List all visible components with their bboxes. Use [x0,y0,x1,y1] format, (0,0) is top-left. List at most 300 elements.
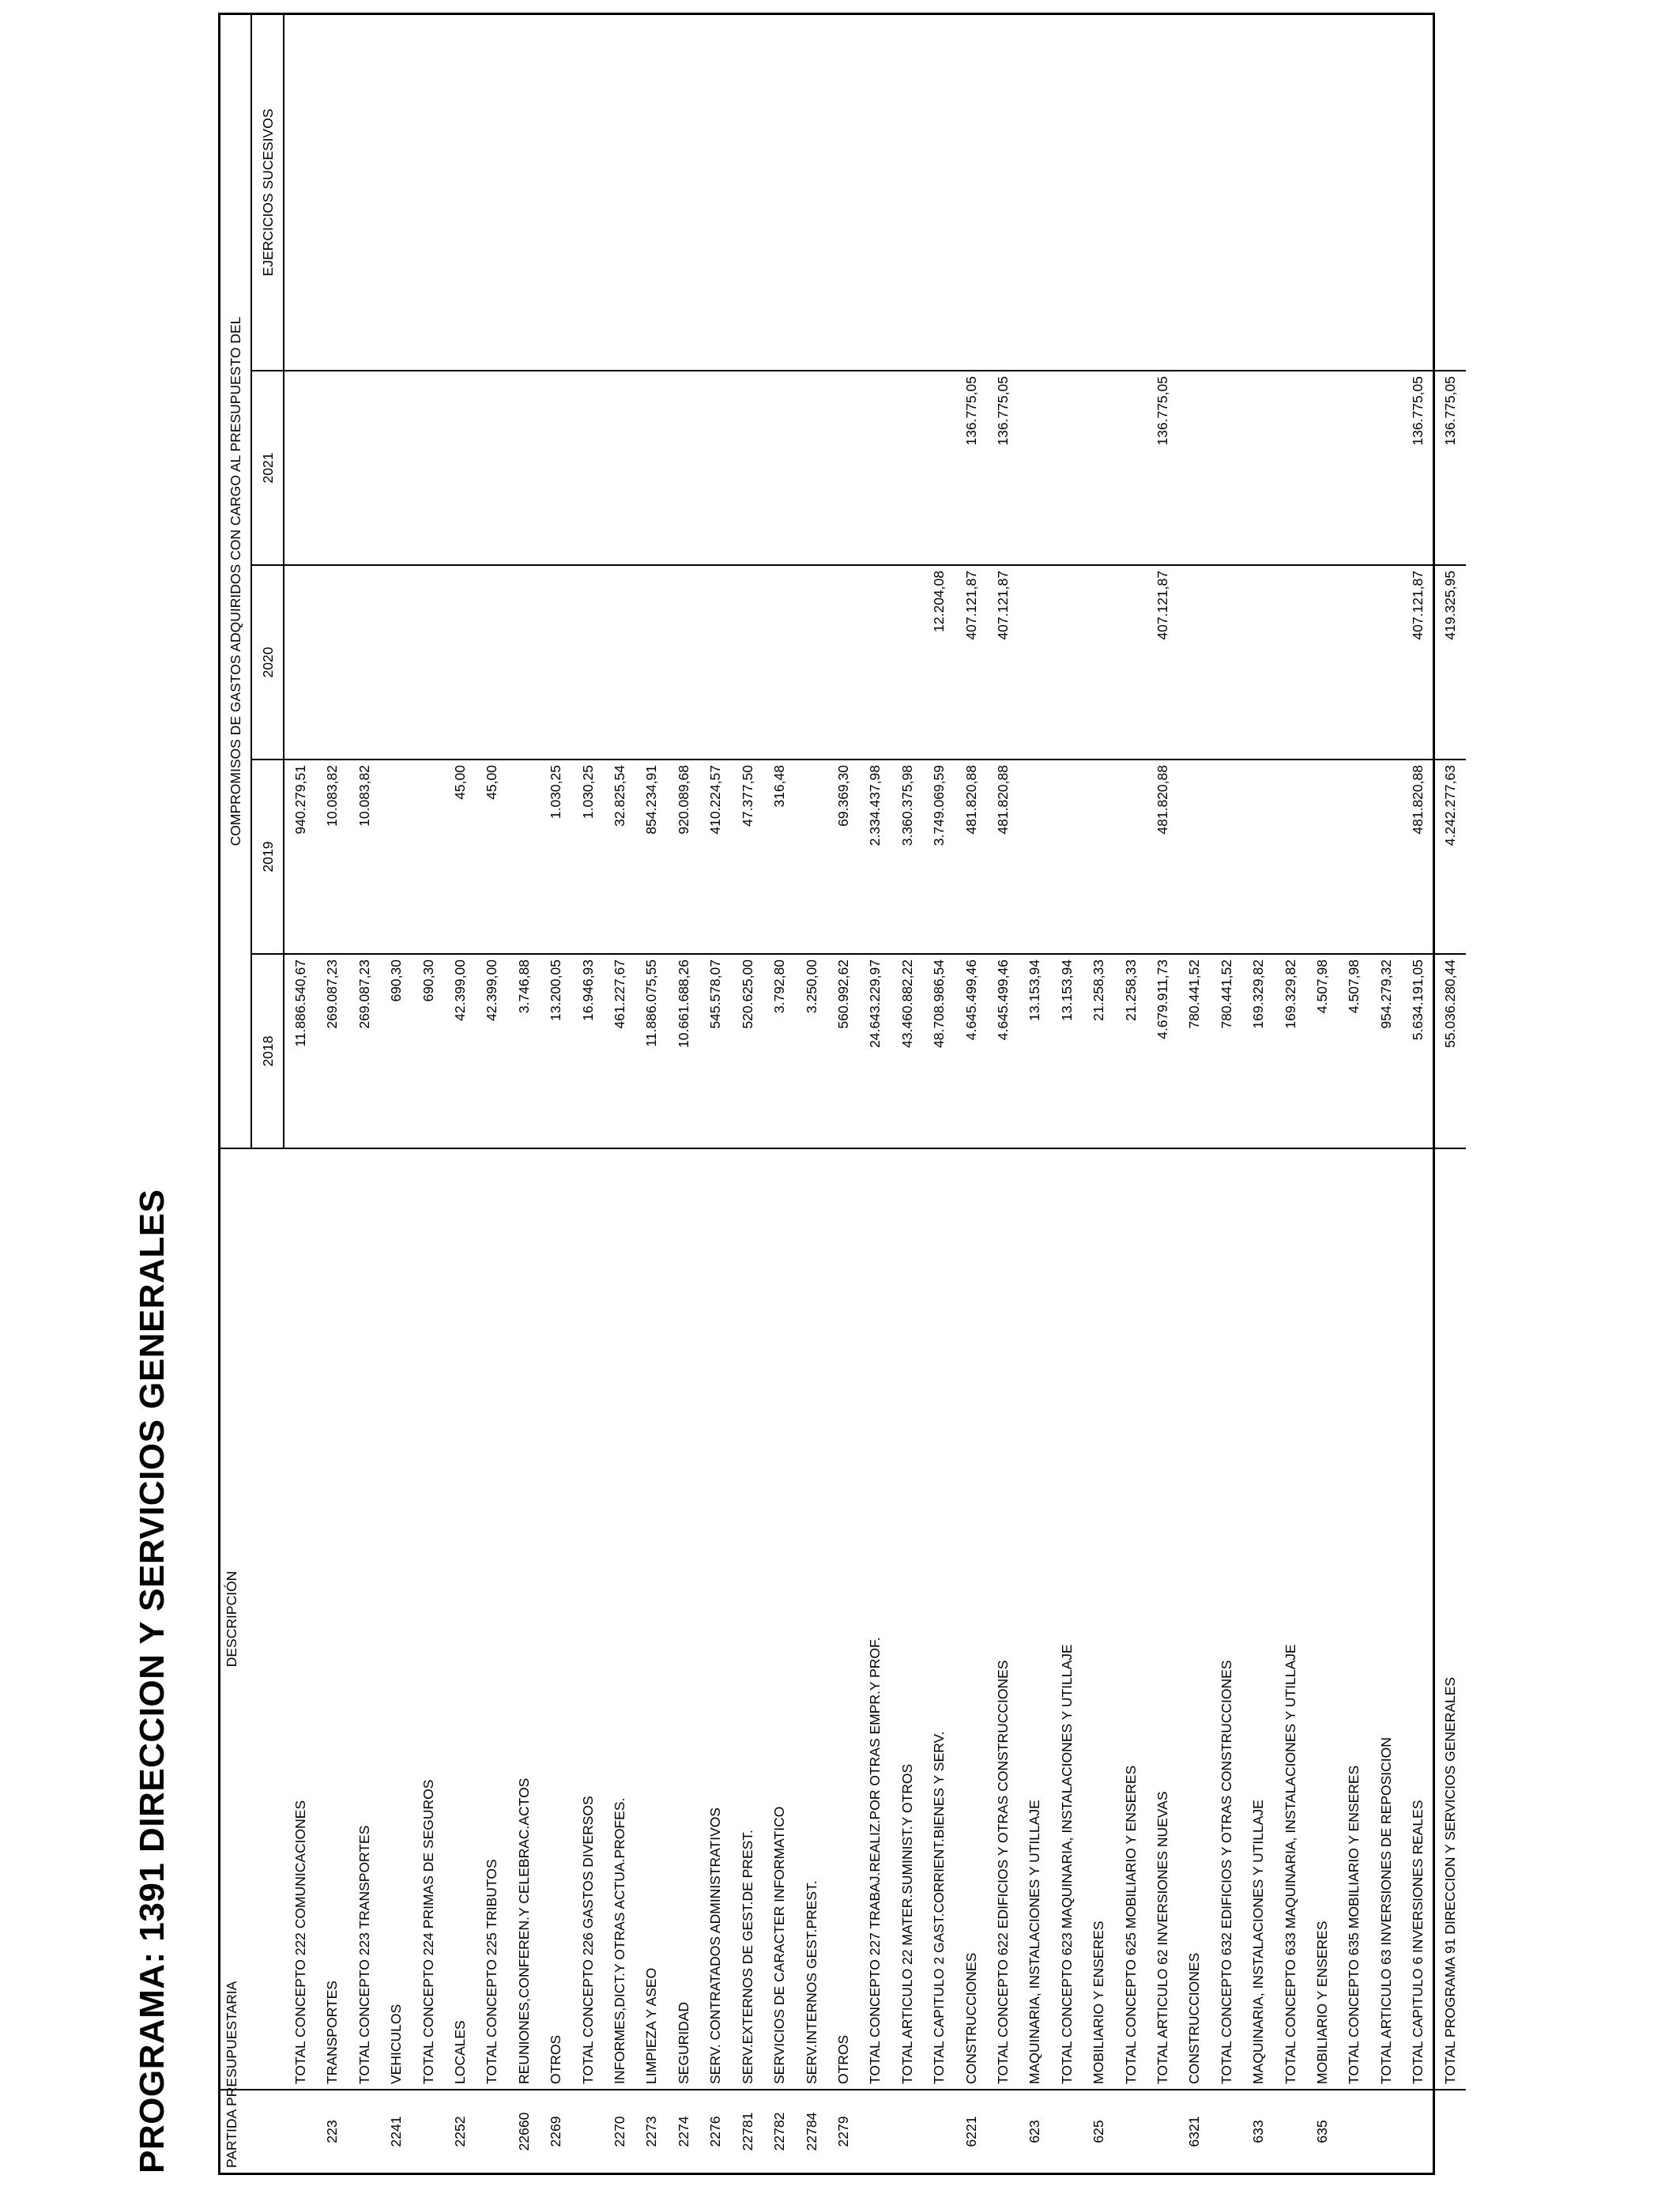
table-row [1402,15,1433,2173]
table-row [1338,15,1369,2173]
amount-2021 [572,371,604,565]
amount-2019: 316,48 [763,760,795,954]
amount-2020: 407.121,87 [987,565,1019,760]
amount-sucesivos [1370,15,1402,371]
amount-2018: 42.399,00 [476,954,507,1148]
amount-2021 [635,371,667,565]
partida-cell [1275,2090,1306,2173]
partida-cell [987,2090,1019,2173]
descripcion-cell: OTROS [540,1148,571,2090]
descripcion-cell: TOTAL CONCEPTO 632 EDIFICIOS Y OTRAS CONSTRUCCIONES [1211,1148,1242,2090]
table-row [1115,15,1147,2173]
amount-2019 [380,760,412,954]
amount-2021 [1338,371,1369,565]
descripcion-cell: SERV.INTERNOS GEST.PREST. [796,1148,827,2090]
descripcion-cell: CONSTRUCCIONES [955,1148,987,2090]
amount-2018: 954.279,32 [1370,954,1402,1148]
partida-cell: 2241 [380,2090,412,2173]
amount-2019: 481.820,88 [987,760,1019,954]
table-row [380,15,412,2173]
descripcion-cell: TOTAL CONCEPTO 222 COMUNICACIONES [284,1148,316,2090]
partida-cell: 22782 [763,2090,795,2173]
partida-cell: 2279 [827,2090,859,2173]
header-compromisos: COMPROMISOS DE GASTOS ADQUIRIDOS CON CARGO AL PRESUPUESTO DEL [220,15,251,1148]
amount-2018: 21.258,33 [1083,954,1114,1148]
partida-cell: 635 [1306,2090,1338,2173]
amount-sucesivos [1178,15,1210,371]
descripcion-cell: MOBILIARIO Y ENSERES [1083,1148,1114,2090]
partida-cell [923,2090,955,2173]
partida-cell [1115,2090,1147,2173]
partida-cell [859,2090,891,2173]
amount-2021 [444,371,476,565]
amount-2019: 3.360.375,98 [891,760,923,954]
descripcion-cell: TRANSPORTES [316,1148,348,2090]
amount-2019: 1.030,25 [540,760,571,954]
amount-2019: 481.820,88 [955,760,987,954]
descripcion-cell: LIMPIEZA Y ASEO [635,1148,667,2090]
amount-2020 [732,565,763,760]
amount-2018: 690,30 [380,954,412,1148]
amount-2019 [508,760,540,954]
descripcion-cell: CONSTRUCCIONES [1178,1148,1210,2090]
amount-2020 [1051,565,1083,760]
descripcion-cell: REUNIONES,CONFEREN.Y CELEBRAC.ACTOS [508,1148,540,2090]
partida-cell: 2269 [540,2090,571,2173]
amount-2020 [1115,565,1147,760]
table-row [732,15,763,2173]
amount-sucesivos [1211,15,1242,371]
amount-2020 [1306,565,1338,760]
amount-2020: 407.121,87 [1402,565,1433,760]
amount-2019 [1242,760,1274,954]
amount-2018: 5.634.191,05 [1402,954,1433,1148]
amount-2021 [604,371,635,565]
table-row [508,15,540,2173]
header-descripcion: DESCRIPCIÓN [220,1148,284,2090]
amount-sucesivos [1147,15,1178,371]
partida-cell: 633 [1242,2090,1274,2173]
descripcion-cell: TOTAL CONCEPTO 623 MAQUINARIA, INSTALACIONES Y UTILLAJE [1051,1148,1083,2090]
descripcion-cell: TOTAL CAPITULO 2 GAST.CORRIENT.BIENES Y SERV. [923,1148,955,2090]
amount-2019: 854.234,91 [635,760,667,954]
amount-2021 [699,371,731,565]
budget-table [220,15,1466,2173]
table-row [316,15,348,2173]
partida-cell: 2270 [604,2090,635,2173]
amount-sucesivos [380,15,412,371]
partida-cell: 2274 [668,2090,699,2173]
amount-2020 [699,565,731,760]
partida-cell: 2273 [635,2090,667,2173]
descripcion-cell: MOBILIARIO Y ENSERES [1306,1148,1338,2090]
amount-2018: 43.460.882,22 [891,954,923,1148]
amount-2020 [1083,565,1114,760]
descripcion-cell: TOTAL CONCEPTO 225 TRIBUTOS [476,1148,507,2090]
amount-2019: 410.224,57 [699,760,731,954]
amount-2021 [796,371,827,565]
amount-2018: 55.036.280,44 [1434,954,1466,1148]
amount-2019 [1178,760,1210,954]
header-year-2020: 2020 [251,565,284,760]
amount-2019: 47.377,50 [732,760,763,954]
amount-2018: 16.946,93 [572,954,604,1148]
descripcion-cell: SEGURIDAD [668,1148,699,2090]
amount-2019: 920.089,68 [668,760,699,954]
amount-2021: 136.775,05 [1434,371,1466,565]
amount-2019 [1211,760,1242,954]
amount-2018: 11.886.075,55 [635,954,667,1148]
descripcion-cell: OTROS [827,1148,859,2090]
amount-2021 [1019,371,1050,565]
partida-cell: 22781 [732,2090,763,2173]
amount-2018: 13.153,94 [1051,954,1083,1148]
budget-table-frame [218,13,1458,2175]
amount-2021 [1115,371,1147,565]
partida-cell [348,2090,380,2173]
amount-2021 [380,371,412,565]
amount-sucesivos [1402,15,1433,371]
descripcion-cell: SERV.EXTERNOS DE GEST.DE PREST. [732,1148,763,2090]
amount-2018: 10.661.688,26 [668,954,699,1148]
amount-2020 [316,565,348,760]
descripcion-cell: TOTAL CAPITULO 6 INVERSIONES REALES [1402,1148,1433,2090]
amount-2018: 545.578,07 [699,954,731,1148]
amount-sucesivos [1019,15,1050,371]
descripcion-cell: TOTAL PROGRAMA 91 DIRECCION Y SERVICIOS GENERALES [1434,1148,1466,2090]
amount-2018: 461.227,67 [604,954,635,1148]
partida-cell: 223 [316,2090,348,2173]
header-year-2021: 2021 [251,371,284,565]
amount-sucesivos [540,15,571,371]
amount-2021 [1306,371,1338,565]
partida-cell [1147,2090,1178,2173]
amount-sucesivos [1275,15,1306,371]
amount-2020 [1370,565,1402,760]
amount-2019 [1051,760,1083,954]
amount-2018: 780.441,52 [1178,954,1210,1148]
amount-2021 [763,371,795,565]
table-row [987,15,1019,2173]
descripcion-cell: TOTAL CONCEPTO 635 MOBILIARIO Y ENSERES [1338,1148,1369,2090]
table-row [796,15,827,2173]
descripcion-cell: SERV. CONTRATADOS ADMINISTRATIVOS [699,1148,731,2090]
table-row [859,15,891,2173]
amount-2020 [284,565,316,760]
amount-sucesivos [1051,15,1083,371]
amount-2021: 136.775,05 [987,371,1019,565]
amount-2019: 32.825,54 [604,760,635,954]
descripcion-cell: VEHICULOS [380,1148,412,2090]
descripcion-cell: MAQUINARIA, INSTALACIONES Y UTILLAJE [1019,1148,1050,2090]
amount-2018: 4.645.499,46 [987,954,1019,1148]
table-row [668,15,699,2173]
amount-sucesivos [987,15,1019,371]
amount-2019 [1019,760,1050,954]
amount-2021 [284,371,316,565]
amount-2018: 3.746,88 [508,954,540,1148]
table-row [1242,15,1274,2173]
amount-2020 [572,565,604,760]
amount-2019: 2.334.437,98 [859,760,891,954]
amount-sucesivos [859,15,891,371]
amount-2018: 3.792,80 [763,954,795,1148]
amount-2020 [1275,565,1306,760]
amount-2018: 42.399,00 [444,954,476,1148]
table-row [955,15,987,2173]
descripcion-cell: TOTAL CONCEPTO 625 MOBILIARIO Y ENSERES [1115,1148,1147,2090]
amount-sucesivos [508,15,540,371]
table-row [1211,15,1242,2173]
table-row [412,15,444,2173]
amount-2019: 69.369,30 [827,760,859,954]
amount-2021 [348,371,380,565]
amount-2019: 3.749.069,59 [923,760,955,954]
amount-2018: 269.087,23 [348,954,380,1148]
table-row [604,15,635,2173]
table-row [1434,15,1466,2173]
descripcion-cell: TOTAL CONCEPTO 622 EDIFICIOS Y OTRAS CONSTRUCCIONES [987,1148,1019,2090]
table-row [923,15,955,2173]
amount-2020 [1211,565,1242,760]
amount-2020 [668,565,699,760]
amount-sucesivos [604,15,635,371]
amount-2021 [476,371,507,565]
amount-2021 [1275,371,1306,565]
amount-2018: 24.643.229,97 [859,954,891,1148]
amount-2019: 45,00 [444,760,476,954]
amount-2020 [635,565,667,760]
amount-2021: 136.775,05 [1147,371,1178,565]
table-row [476,15,507,2173]
amount-2020 [891,565,923,760]
amount-2021: 136.775,05 [1402,371,1433,565]
amount-2018: 3.250,00 [796,954,827,1148]
amount-2020 [1019,565,1050,760]
amount-sucesivos [284,15,316,371]
descripcion-cell: INFORMES,DICT.Y OTRAS ACTUA.PROFES. [604,1148,635,2090]
descripcion-cell: TOTAL CONCEPTO 226 GASTOS DIVERSOS [572,1148,604,2090]
amount-2018: 4.507,98 [1306,954,1338,1148]
amount-2021 [1370,371,1402,565]
amount-2019: 10.083,82 [316,760,348,954]
amount-2019: 940.279,51 [284,760,316,954]
partida-cell [1370,2090,1402,2173]
partida-cell [1434,2090,1466,2173]
amount-2021 [668,371,699,565]
amount-2019: 481.820,88 [1402,760,1433,954]
header-year-2019: 2019 [251,760,284,954]
partida-cell [412,2090,444,2173]
table-row [1083,15,1114,2173]
partida-cell [891,2090,923,2173]
amount-2020 [763,565,795,760]
descripcion-cell: TOTAL ARTICULO 22 MATER.SUMINIST.Y OTROS [891,1148,923,2090]
amount-2021 [540,371,571,565]
amount-2021 [859,371,891,565]
amount-2018: 690,30 [412,954,444,1148]
amount-sucesivos [348,15,380,371]
header-year-2018: 2018 [251,954,284,1148]
amount-2020: 407.121,87 [1147,565,1178,760]
amount-sucesivos [444,15,476,371]
table-row [1051,15,1083,2173]
table-row [1306,15,1338,2173]
table-row [827,15,859,2173]
amount-2019 [1115,760,1147,954]
partida-cell: 625 [1083,2090,1114,2173]
amount-2019: 481.820,88 [1147,760,1178,954]
amount-sucesivos [827,15,859,371]
table-row [1275,15,1306,2173]
amount-2019: 10.083,82 [348,760,380,954]
amount-2020 [1338,565,1369,760]
amount-sucesivos [1338,15,1369,371]
amount-sucesivos [572,15,604,371]
table-header [220,15,284,2173]
descripcion-cell: TOTAL CONCEPTO 633 MAQUINARIA, INSTALACIONES Y UTILLAJE [1275,1148,1306,2090]
partida-cell: 2252 [444,2090,476,2173]
amount-2019 [796,760,827,954]
amount-sucesivos [1434,15,1466,371]
partida-cell: 6221 [955,2090,987,2173]
amount-2020 [604,565,635,760]
table-row [1019,15,1050,2173]
amount-2021 [891,371,923,565]
amount-2020: 419.325,95 [1434,565,1466,760]
table-row [284,15,316,2173]
amount-2018: 4.507,98 [1338,954,1369,1148]
amount-2020 [859,565,891,760]
amount-sucesivos [316,15,348,371]
amount-2021 [732,371,763,565]
amount-2020 [796,565,827,760]
amount-sucesivos [891,15,923,371]
amount-sucesivos [955,15,987,371]
table-row [891,15,923,2173]
amount-2021 [827,371,859,565]
amount-sucesivos [1115,15,1147,371]
amount-sucesivos [668,15,699,371]
descripcion-cell: TOTAL CONCEPTO 227 TRABAJ.REALIZ.POR OTRAS EMPR.Y PROF. [859,1148,891,2090]
amount-sucesivos [412,15,444,371]
partida-cell: 22660 [508,2090,540,2173]
amount-2019 [1338,760,1369,954]
descripcion-cell: MAQUINARIA, INSTALACIONES Y UTILLAJE [1242,1148,1274,2090]
amount-2019 [1275,760,1306,954]
table-body [284,15,1466,2173]
amount-sucesivos [796,15,827,371]
table-row [348,15,380,2173]
amount-2021 [316,371,348,565]
partida-cell: 22784 [796,2090,827,2173]
amount-2021 [508,371,540,565]
amount-2021 [1083,371,1114,565]
amount-2018: 560.992,62 [827,954,859,1148]
table-row [1370,15,1402,2173]
partida-cell [476,2090,507,2173]
amount-2021 [1051,371,1083,565]
amount-2021 [412,371,444,565]
partida-cell [572,2090,604,2173]
amount-2020 [444,565,476,760]
amount-2021: 136.775,05 [955,371,987,565]
partida-cell [1402,2090,1433,2173]
amount-2020 [380,565,412,760]
amount-sucesivos [763,15,795,371]
amount-2020: 407.121,87 [955,565,987,760]
amount-2018: 169.329,82 [1242,954,1274,1148]
header-partida: PARTIDA PRESUPUESTARIA [220,2090,284,2173]
descripcion-cell: LOCALES [444,1148,476,2090]
table-row [572,15,604,2173]
amount-2018: 4.645.499,46 [955,954,987,1148]
amount-2020 [476,565,507,760]
amount-2021 [1211,371,1242,565]
descripcion-cell: TOTAL CONCEPTO 224 PRIMAS DE SEGUROS [412,1148,444,2090]
amount-2018: 21.258,33 [1115,954,1147,1148]
amount-sucesivos [635,15,667,371]
descripcion-cell: SERVICIOS DE CARACTER INFORMATICO [763,1148,795,2090]
amount-2019 [1083,760,1114,954]
amount-2019: 45,00 [476,760,507,954]
amount-2020: 12.204,08 [923,565,955,760]
amount-2018: 780.441,52 [1211,954,1242,1148]
amount-2020 [1242,565,1274,760]
amount-2020 [508,565,540,760]
table-row [1147,15,1178,2173]
amount-2018: 48.708.986,54 [923,954,955,1148]
header-ejercicios-sucesivos: EJERCICIOS SUCESIVOS [251,15,284,371]
amount-2019: 4.242.277,63 [1434,760,1466,954]
amount-2021 [1242,371,1274,565]
amount-2019: 1.030,25 [572,760,604,954]
amount-2018: 11.886.540,67 [284,954,316,1148]
amount-2018: 13.153,94 [1019,954,1050,1148]
amount-2020 [827,565,859,760]
partida-cell: 623 [1019,2090,1050,2173]
amount-sucesivos [1083,15,1114,371]
amount-2019 [1370,760,1402,954]
partida-cell [284,2090,316,2173]
amount-sucesivos [923,15,955,371]
partida-cell: 6321 [1178,2090,1210,2173]
page-title: PROGRAMA: 1391 DIRECCION Y SERVICIOS GENERALES [133,1189,171,2173]
amount-2021 [1178,371,1210,565]
descripcion-cell: TOTAL ARTICULO 63 INVERSIONES DE REPOSICION [1370,1148,1402,2090]
table-row [540,15,571,2173]
table-row [635,15,667,2173]
amount-2018: 269.087,23 [316,954,348,1148]
amount-2019 [412,760,444,954]
amount-2018: 13.200,05 [540,954,571,1148]
amount-2019 [1306,760,1338,954]
partida-cell [1051,2090,1083,2173]
descripcion-cell: TOTAL CONCEPTO 223 TRANSPORTES [348,1148,380,2090]
amount-2018: 520.625,00 [732,954,763,1148]
table-row [763,15,795,2173]
table-row [444,15,476,2173]
amount-2020 [348,565,380,760]
amount-sucesivos [732,15,763,371]
amount-2020 [540,565,571,760]
amount-2018: 169.329,82 [1275,954,1306,1148]
amount-2020 [1178,565,1210,760]
amount-sucesivos [476,15,507,371]
amount-sucesivos [1306,15,1338,371]
amount-sucesivos [1242,15,1274,371]
amount-2018: 4.679.911,73 [1147,954,1178,1148]
